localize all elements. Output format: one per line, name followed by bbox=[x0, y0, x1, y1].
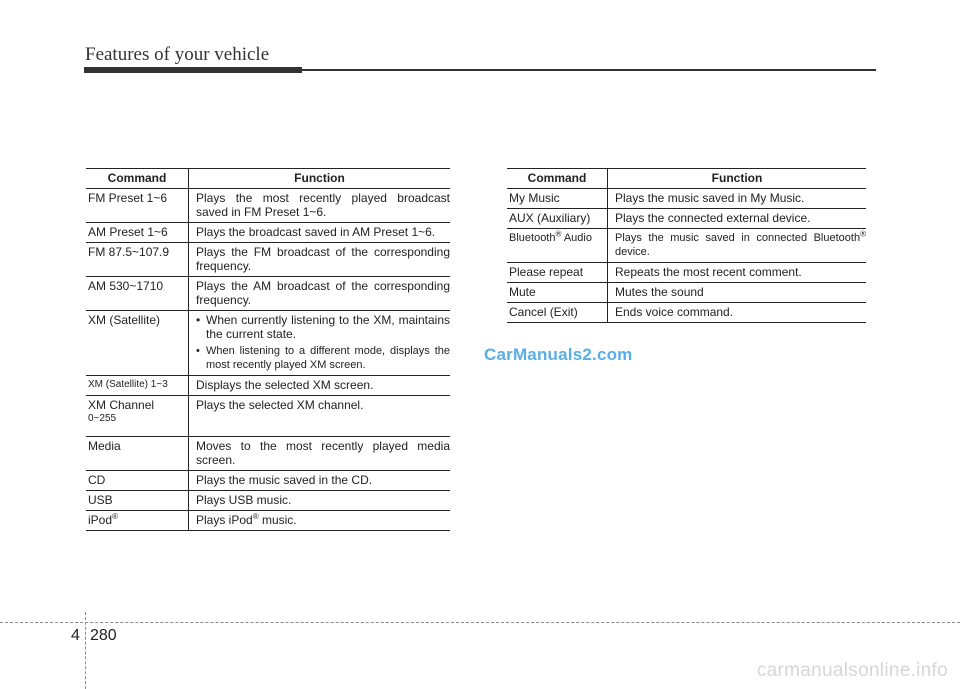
table-row bbox=[86, 223, 450, 243]
command-text: XM Channel bbox=[88, 398, 155, 412]
function-cell: Mutes the sound bbox=[608, 283, 867, 303]
page-header-title: Features of your vehicle bbox=[85, 44, 270, 65]
function-cell: Plays USB music. bbox=[189, 491, 451, 511]
command-cell: Media bbox=[86, 437, 189, 471]
command-cell: AUX (Auxiliary) bbox=[507, 209, 608, 229]
command-cell: XM (Satellite) 1~3 bbox=[86, 376, 189, 396]
command-cell: FM 87.5~107.9 bbox=[86, 243, 189, 277]
command-cell: AM 530~1710 bbox=[86, 277, 189, 311]
bullet-icon: • bbox=[196, 345, 200, 357]
command-cell: FM Preset 1~6 bbox=[86, 189, 189, 223]
function-cell bbox=[608, 229, 867, 263]
command-text: iPod bbox=[88, 513, 113, 527]
function-cell: Displays the selected XM screen. bbox=[189, 376, 451, 396]
site-credit-link[interactable]: carmanualsonline.info bbox=[756, 660, 948, 681]
table-row bbox=[86, 491, 450, 511]
command-text: Audio bbox=[561, 232, 592, 244]
function-cell: Plays the most recently played broadcast saved in FM Preset 1~6. bbox=[189, 189, 451, 223]
function-text: Plays iPod bbox=[196, 513, 253, 527]
command-cell: CD bbox=[86, 471, 189, 491]
command-text: Bluetooth bbox=[509, 232, 556, 244]
function-cell: Plays the selected XM channel. bbox=[189, 396, 451, 437]
column-header-command: Command bbox=[507, 169, 608, 189]
table-row bbox=[507, 189, 866, 209]
voice-command-table-right bbox=[507, 168, 866, 323]
bullet-item bbox=[196, 313, 450, 341]
registered-mark: ® bbox=[555, 229, 562, 239]
function-text: music. bbox=[258, 513, 297, 527]
column-header-function: Function bbox=[189, 169, 451, 189]
footer-vertical-divider bbox=[85, 612, 86, 689]
function-cell: Repeats the most recent comment. bbox=[608, 263, 867, 283]
chapter-number: 4 bbox=[71, 627, 80, 644]
table-row bbox=[507, 229, 866, 263]
column-header-function: Function bbox=[608, 169, 867, 189]
footer-divider bbox=[0, 622, 960, 623]
table-row bbox=[86, 277, 450, 311]
command-cell: AM Preset 1~6 bbox=[86, 223, 189, 243]
bullet-item bbox=[196, 344, 450, 372]
function-cell: Ends voice command. bbox=[608, 303, 867, 323]
page-number: 280 bbox=[90, 627, 117, 644]
function-cell: Plays the AM broadcast of the corresponding frequency. bbox=[189, 277, 451, 311]
function-cell bbox=[189, 511, 451, 531]
registered-mark: ® bbox=[252, 512, 259, 521]
function-cell bbox=[189, 311, 451, 376]
table-row bbox=[86, 511, 450, 531]
command-cell: USB bbox=[86, 491, 189, 511]
table-row bbox=[507, 283, 866, 303]
command-cell: XM (Satellite) bbox=[86, 311, 189, 376]
command-cell: My Music bbox=[507, 189, 608, 209]
table-row bbox=[86, 311, 450, 376]
table-row bbox=[86, 189, 450, 223]
bullet-text: When currently listening to the XM, maintains the current state. bbox=[206, 313, 450, 341]
voice-command-table-left bbox=[86, 168, 450, 531]
header-rule-thin bbox=[302, 69, 876, 71]
function-text: device. bbox=[615, 246, 650, 258]
command-cell bbox=[86, 396, 189, 437]
command-cell: Please repeat bbox=[507, 263, 608, 283]
command-cell: Mute bbox=[507, 283, 608, 303]
function-cell: Plays the broadcast saved in AM Preset 1~6. bbox=[189, 223, 451, 243]
header-rule-thick bbox=[84, 67, 302, 73]
table-row bbox=[86, 243, 450, 277]
function-cell: Plays the music saved in My Music. bbox=[608, 189, 867, 209]
table-row bbox=[507, 263, 866, 283]
column-header-command: Command bbox=[86, 169, 189, 189]
table-row bbox=[86, 471, 450, 491]
table-row bbox=[507, 303, 866, 323]
function-cell: Plays the connected external device. bbox=[608, 209, 867, 229]
command-cell bbox=[507, 229, 608, 263]
registered-mark: ® bbox=[860, 229, 866, 239]
bullet-text: When listening to a different mode, displays the most recently played XM screen. bbox=[206, 345, 450, 371]
function-text: Plays the music saved in connected Bluetooth bbox=[615, 232, 861, 244]
table-row bbox=[86, 376, 450, 396]
table-row bbox=[507, 209, 866, 229]
command-cell bbox=[86, 511, 189, 531]
function-cell: Plays the FM broadcast of the corresponding frequency. bbox=[189, 243, 451, 277]
command-cell: Cancel (Exit) bbox=[507, 303, 608, 323]
registered-mark: ® bbox=[112, 512, 118, 521]
function-cell: Moves to the most recently played media screen. bbox=[189, 437, 451, 471]
watermark-link[interactable]: CarManuals2.com bbox=[484, 345, 633, 364]
table-row bbox=[86, 396, 450, 437]
function-cell: Plays the music saved in the CD. bbox=[189, 471, 451, 491]
command-subtext: 0~255 bbox=[88, 413, 117, 424]
table-row bbox=[86, 437, 450, 471]
bullet-icon: • bbox=[196, 313, 201, 327]
